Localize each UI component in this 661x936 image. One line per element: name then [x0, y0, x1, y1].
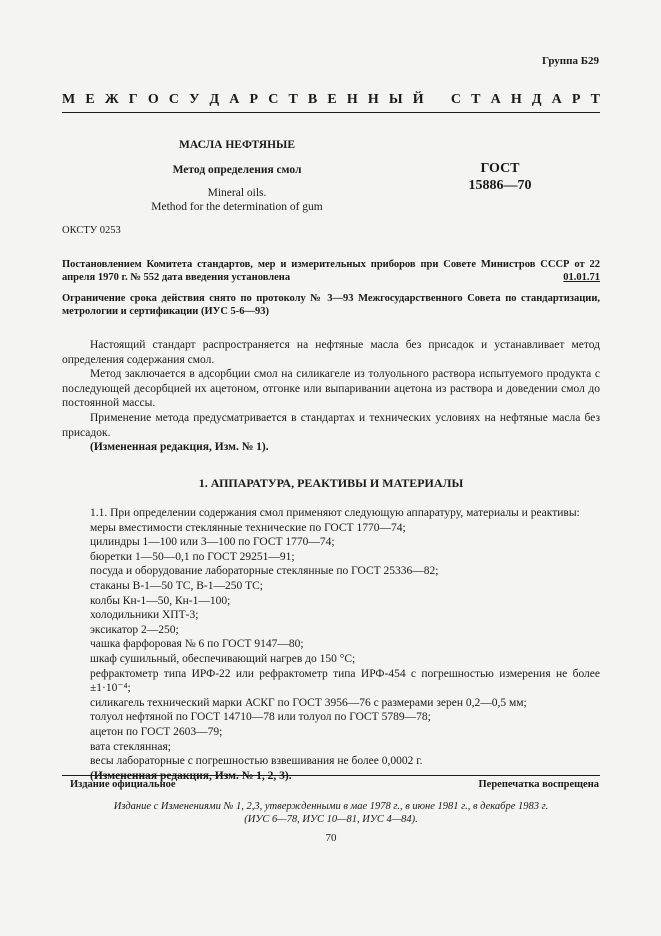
header-letter: В: [307, 92, 318, 107]
title-en-line2: Method for the determination of gum: [151, 201, 323, 213]
header-letter: Й: [412, 92, 424, 107]
equipment-item: посуда и оборудование лабораторные стеклянные по ГОСТ 25336—82;: [90, 565, 439, 578]
header-letter: О: [147, 92, 159, 107]
decree-block: [62, 258, 600, 284]
header-letter: А: [490, 92, 501, 107]
gost-label: ГОСТ: [480, 161, 520, 176]
header-letter: Р: [249, 92, 259, 107]
equipment-item: силикагель технический марки АСКГ по ГОСТ 3956—76 с размерами зерен 0,2—0,5 мм;: [90, 696, 527, 709]
equipment-item: эксикатор 2—250;: [90, 623, 179, 636]
intro-amendment: (Измененная редакция, Изм. № 1).: [90, 441, 269, 454]
header-letter: Т: [590, 92, 600, 107]
clause-1-1: 1.1. При определении содержания смол применяют следующую аппаратуру, материалы и реактивы:: [90, 507, 580, 519]
header-letter: Г: [128, 92, 138, 107]
footer-rule: [62, 775, 600, 776]
header-letter: Р: [571, 92, 581, 107]
header-letter: С: [168, 92, 179, 107]
equipment-item: холодильники ХПТ-3;: [90, 609, 199, 622]
header-letter: У: [189, 92, 200, 107]
equipment-amendment: (Измененная редакция, Изм. № 1, 2, 3).: [90, 769, 292, 782]
equipment-item: колбы Кн-1—50, Кн-1—100;: [90, 594, 231, 607]
section-1-title: 1. АППАРАТУРА, РЕАКТИВЫ И МАТЕРИАЛЫ: [198, 476, 464, 490]
header-letter: Е: [85, 92, 95, 107]
header-letter: Н: [510, 92, 522, 107]
title-main: МАСЛА НЕФТЯНЫЕ: [178, 139, 295, 151]
title-sub: Метод определения смол: [172, 164, 302, 176]
equipment-item: толуол нефтяной по ГОСТ 14710—78 или толуол по ГОСТ 5789—78;: [90, 711, 431, 724]
gost-number: 15886—70: [468, 178, 532, 193]
title-en-line1: Mineral oils.: [207, 187, 267, 199]
equipment-list: [62, 521, 600, 769]
restriction-text: Ограничение срока действия снято по протоколу № 3—93 Межгосударственного Совета по стандартизации, метрологии и сертификации (ИУС 5-6—93): [62, 293, 600, 317]
header-letter: А: [229, 92, 240, 107]
decree-text: Постановлением Комитета стандартов, мер и измерительных приборов при Совете Министров СССР от 22 апреля 1970 г. № 552 дата введения установлена: [62, 259, 600, 283]
intro-block: [62, 338, 600, 455]
header-letter: Ж: [104, 92, 119, 107]
edition-line-1: Издание с Изменениями № 1, 2,3, утвержденными в мае 1978 г., в июне 1981 г., в декабре 1983 г.: [113, 801, 549, 812]
footer-official-edition: Издание официальное: [70, 779, 176, 790]
section-1-body: [62, 506, 600, 783]
equipment-item: шкаф сушильный, обеспечивающий нагрев до 150 °С;: [90, 652, 356, 665]
equipment-item: вата стеклянная;: [90, 740, 171, 753]
intro-paragraph: Применение метода предусматривается в стандартах и технических условиях на нефтяные масла без присадок.: [62, 411, 600, 439]
intro-paragraph: Метод заключается в адсорбции смол на силикагеле из толуольного раствора испытуемого продукта с последующей десорбцией их ацетоном, отгонке или выпаривании ацетона из раствора и доведении смол до постоянной массы.: [62, 368, 600, 410]
equipment-item: стаканы В-1—50 ТС, В-1—250 ТС;: [90, 579, 263, 592]
edition-line-2: (ИУС 6—78, ИУС 10—81, ИУС 4—84).: [244, 814, 418, 825]
header-letter: С: [268, 92, 279, 107]
okstu-code: ОКСТУ 0253: [62, 225, 121, 236]
header-letter: Е: [327, 92, 337, 107]
equipment-item: цилиндры 1—100 или 3—100 по ГОСТ 1770—74;: [90, 536, 335, 549]
equipment-item: ацетон по ГОСТ 2603—79;: [90, 725, 223, 738]
group-label: Группа Б29: [542, 55, 599, 67]
footer-reprint-prohibited: Перепечатка воспрещена: [478, 779, 599, 790]
intro-paragraph: Настоящий стандарт распространяется на нефтяные масла без присадок и устанавливает метод определения содержания смол.: [62, 339, 600, 366]
header-letter: Д: [209, 92, 220, 107]
equipment-item: весы лабораторные с погрешностью взвешивания не более 0,0002 г.: [90, 755, 423, 768]
equipment-item: рефрактометр типа ИРФ-22 или рефрактометр типа ИРФ-454 с погрешностью измерения не более ±1·10⁻⁴;: [90, 667, 600, 695]
header-letter: М: [62, 92, 76, 107]
header-rule: [62, 112, 600, 113]
equipment-item: чашка фарфоровая № 6 по ГОСТ 9147—80;: [90, 638, 304, 651]
page-number: 70: [325, 832, 337, 844]
header-gap: [434, 92, 441, 108]
header-letter: А: [551, 92, 562, 107]
header-letter: Т: [471, 92, 481, 107]
equipment-item: меры вместимости стеклянные технические по ГОСТ 1770—74;: [90, 521, 406, 534]
edition-note: [62, 800, 600, 826]
header-letter: Т: [288, 92, 298, 107]
header-letter: Д: [531, 92, 542, 107]
header-letter: С: [450, 92, 462, 107]
header-letter: Ы: [388, 92, 403, 107]
decree-date: 01.01.71: [563, 272, 600, 283]
header-letter: Н: [367, 92, 379, 107]
equipment-item: бюретки 1—50—0,1 по ГОСТ 29251—91;: [90, 550, 295, 563]
header-letter: Н: [346, 92, 358, 107]
header-spaced-title: [62, 92, 600, 108]
